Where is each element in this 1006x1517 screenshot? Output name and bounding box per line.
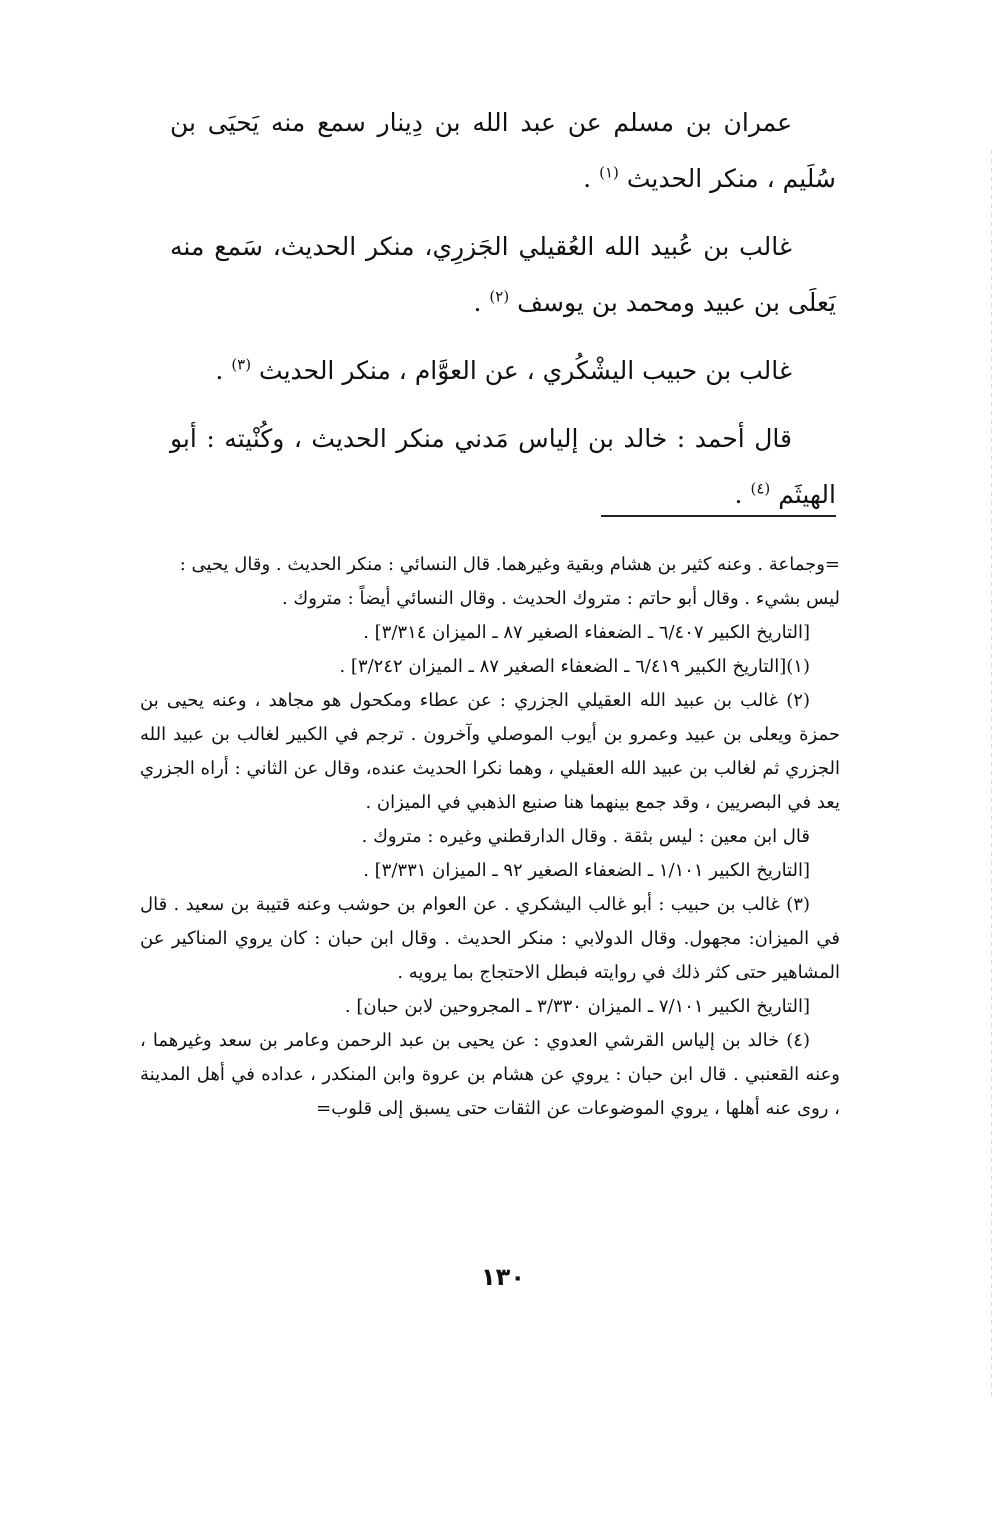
entry-tail: . [583,164,600,193]
footnote-2-addendum: قال ابن معين : ليس بثقة . وقال الدارقطني وغيره : متروك . [361,826,810,847]
entry-text: قال أحمد : خالد بن إلياس مَدني منكر الحديث ، وكُنْيته : أبو الهيثَم [170,424,836,509]
footnote-marker[interactable]: (١) [599,163,619,182]
entry-text: غالب بن حبيب اليشْكُري ، عن العوَّام ، منكر الحديث [259,356,792,385]
footnote-3: (٣) غالب بن حبيب : أبو غالب اليشكري . عن العوام بن حوشب وعنه قتيبة بن سعيد . قال في الميزان: مجهول. وقال الدولابي : منكر الحديث . وقال ابن حبان : كان يروي المناكير عن المشاهير حتى كثر ذلك في روايته فبطل الاحتجاج بما يرويه . [140,894,840,983]
footnote-marker[interactable]: (٣) [231,355,252,374]
entry-tail: . [734,480,751,509]
entry-tail: . [473,288,490,317]
page-number: ١٣٠ [481,1263,525,1291]
entry-tail: . [215,356,232,385]
footnote-3-ref: [التاريخ الكبير ٧/١٠١ ـ الميزان ٣/٣٣٠ ـ المجروحين لابن حبان] . [344,996,810,1017]
footnote-continuation-ref: [التاريخ الكبير ٦/٤٠٧ ـ الضعفاء الصغير ٨٧ ـ الميزان ٣/٣١٤] . [363,622,810,643]
footnote-continuation-line: =وجماعة . وعنه كثير بن هشام وبقية وغيرهما. قال النسائي : منكر الحديث . وقال يحيى : [179,554,840,575]
entry-text: عمران بن مسلم عن عبد الله بن دِينار سمع منه يَحيَى بن سُلَيم ، منكر الحديث [170,108,836,193]
footnote-marker[interactable]: (٢) [489,287,510,306]
footnote-continuation-line: ليس بشيء . وقال أبو حاتم : متروك الحديث . وقال النسائي أيضاً : متروك . [281,588,840,609]
entry-khalid-ilyas [170,411,836,523]
entry-text: غالب بن عُبيد الله العُقيلي الجَزرِي، منكر الحديث، سَمع منه يَعلَى بن عبيد ومحمد بن يوسف [170,232,836,317]
footnote-2-ref: [التاريخ الكبير ١/١٠١ ـ الضعفاء الصغير ٩٢ ـ الميزان ٣/٣٣١] . [363,860,810,881]
entry-ghalib-habib [170,343,836,399]
main-text [170,95,836,535]
footnote-separator [601,515,836,517]
entry-ghalib-ubaidullah [170,219,836,331]
footnote-1: (١)[التاريخ الكبير ٦/٤١٩ ـ الضعفاء الصغير ٨٧ ـ الميزان ٣/٢٤٢] . [339,656,810,677]
footnote-marker[interactable]: (٤) [750,479,771,498]
footnotes-section [140,548,840,1126]
scan-edge-mark [991,150,992,1400]
entry-imran [170,95,836,207]
footnote-2: (٢) غالب بن عبيد الله العقيلي الجزري : عن عطاء ومكحول هو مجاهد ، وعنه يحيى بن حمزة ويعلى بن عبيد وعمرو بن أيوب الموصلي وآخرون . ترجم في الكبير لغالب بن عبيد الله الجزري ثم لغالب بن عبيد الله العقيلي ، وهما نكرا الحديث عنده، وقال عن الثاني : أراه الجزري يعد في البصريين ، وقد جمع بينهما هنا صنيع الذهبي في الميزان . [140,690,840,813]
footnote-4: (٤) خالد بن إلياس القرشي العدوي : عن يحيى بن عبد الرحمن وعامر بن سعد وغيرهما ، وعنه القعنبي . قال ابن حبان : يروي عن هشام بن عروة وابن المنكدر ، عداده في أهل المدينة ، روى عنه أهلها ، يروي الموضوعات عن الثقات حتى يسبق إلى قلوب= [140,1030,840,1119]
